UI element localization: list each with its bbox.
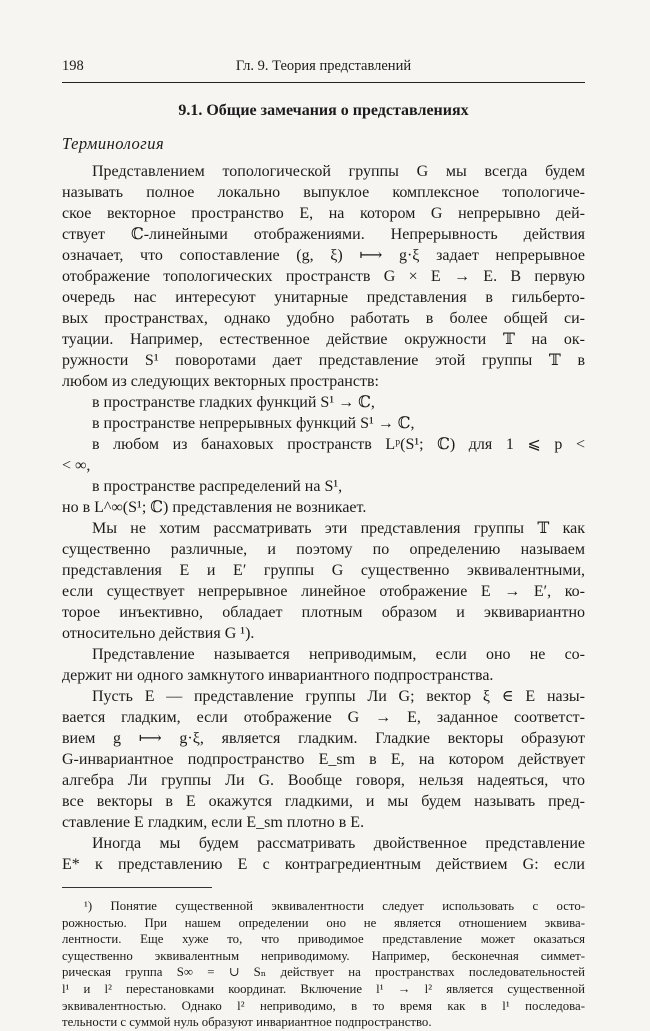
text-line: G-инвариантное подпространство E_sm в E, на котором действует (62, 751, 585, 768)
header-rule (62, 82, 585, 83)
section-title: 9.1. Общие замечания о представлениях (178, 102, 469, 119)
text-line: отображение топологических пространств G × E → E. В первую (62, 268, 585, 285)
footnote-line: рожностью. При нашем определении оно не является отношением эквива- (62, 915, 585, 930)
text-line: ставление E гладким, если E_sm плотно в E. (62, 814, 365, 831)
footnote-line: рическая группа S∞ = ∪ Sₙ действует на пространствах последовательностей (62, 965, 585, 980)
text-line: Мы не хотим рассматривать эти представления группы 𝕋 как (92, 520, 585, 537)
footnote-line: лентности. Еще хуже то, что приводимое представление может оказаться (62, 932, 585, 947)
footnote-line: тельности с суммой нуль образуют инвариантное подпространство. (62, 1015, 432, 1030)
footnote-line: l¹ и l² перестановками координат. Включение l¹ → l² является существенной (62, 981, 585, 996)
text-line: вается гладким, если отображение G → E, заданное соответст- (62, 709, 585, 726)
text-line: в пространстве распределений на S¹, (92, 478, 343, 495)
text-line: вием g ⟼ g·ξ, является гладким. Гладкие векторы образуют (62, 730, 585, 747)
text-line: Представление называется неприводимым, если оно не со- (92, 646, 585, 663)
footnote-rule (62, 887, 212, 888)
footnote-line: существенно эквивалентным неприводимому. Например, бесконечная симмет- (62, 948, 585, 963)
text-line: Представлением топологической группы G мы всегда будем (92, 163, 585, 180)
text-line: ствует ℂ-линейными отображениями. Непрерывность действия (62, 226, 585, 243)
text-line: все векторы в E окажутся гладкими, и мы будем называть пред- (62, 793, 585, 810)
text-line: E* к представлению E с контрагредиентным действием G: если (62, 856, 585, 873)
running-header (62, 58, 585, 80)
text-line: любом из следующих векторных пространств: (62, 373, 379, 390)
text-line: алгебра Ли группы Ли G. Вообще говоря, нельзя надеяться, что (62, 772, 585, 789)
text-line: ское векторное пространство E, на котором G непрерывно дей- (62, 205, 585, 222)
footnote-line: эквивалентностью. Однако l² неприводимо, в то время как в l¹ последова- (62, 998, 585, 1013)
text-line: Иногда мы будем рассматривать двойственное представление (92, 835, 585, 852)
text-line: в любом из банаховых пространств Lᵖ(S¹; ℂ) для 1 ⩽ p < (92, 436, 585, 453)
text-line: туации. Например, естественное действие окружности 𝕋 на ок- (62, 331, 585, 348)
text-line: если существует непрерывное линейное отображение E → E′, ко- (62, 583, 585, 600)
text-line: Пусть E — представление группы Ли G; вектор ξ ∈ E назы- (92, 688, 585, 705)
text-line: но в L^∞(S¹; ℂ) представления не возникает. (62, 499, 367, 516)
text-line: существенно различные, и поэтому по определению называем (62, 541, 585, 558)
footnote-line: ¹) Понятие существенной эквивалентности следует использовать с осто- (84, 899, 585, 913)
text-line: очередь нас интересуют унитарные представления в гильберто- (62, 289, 585, 306)
text-line: называть полное локально выпуклое комплексное топологиче- (62, 184, 585, 201)
text-line: относительно действия G ¹). (62, 625, 255, 642)
running-title: Гл. 9. Теория представлений (235, 58, 412, 74)
text-line: в пространстве гладких функций S¹ → ℂ, (92, 394, 375, 411)
footnote (62, 898, 585, 1031)
body-text (62, 161, 585, 875)
text-line: торое инъективно, обладает плотным образом и эквивариантно (62, 604, 585, 621)
text-line: представления E и E′ группы G существенно эквивалентными, (62, 562, 585, 579)
text-line: означает, что сопоставление (g, ξ) ⟼ g·ξ задает непрерывное (62, 247, 585, 264)
text-line: ружности S¹ поворотами дает представление этой группы 𝕋 в (62, 352, 585, 369)
text-line: вых пространствах, однако удобно работать в более общей си- (62, 310, 585, 327)
text-line: держит ни одного замкнутого инвариантного подпространства. (62, 667, 494, 684)
subheading: Терминология (62, 134, 165, 153)
text-line: < ∞, (62, 457, 91, 474)
page-number: 198 (62, 58, 84, 74)
page (62, 58, 585, 1031)
text-line: в пространстве непрерывных функций S¹ → ℂ, (92, 415, 415, 432)
